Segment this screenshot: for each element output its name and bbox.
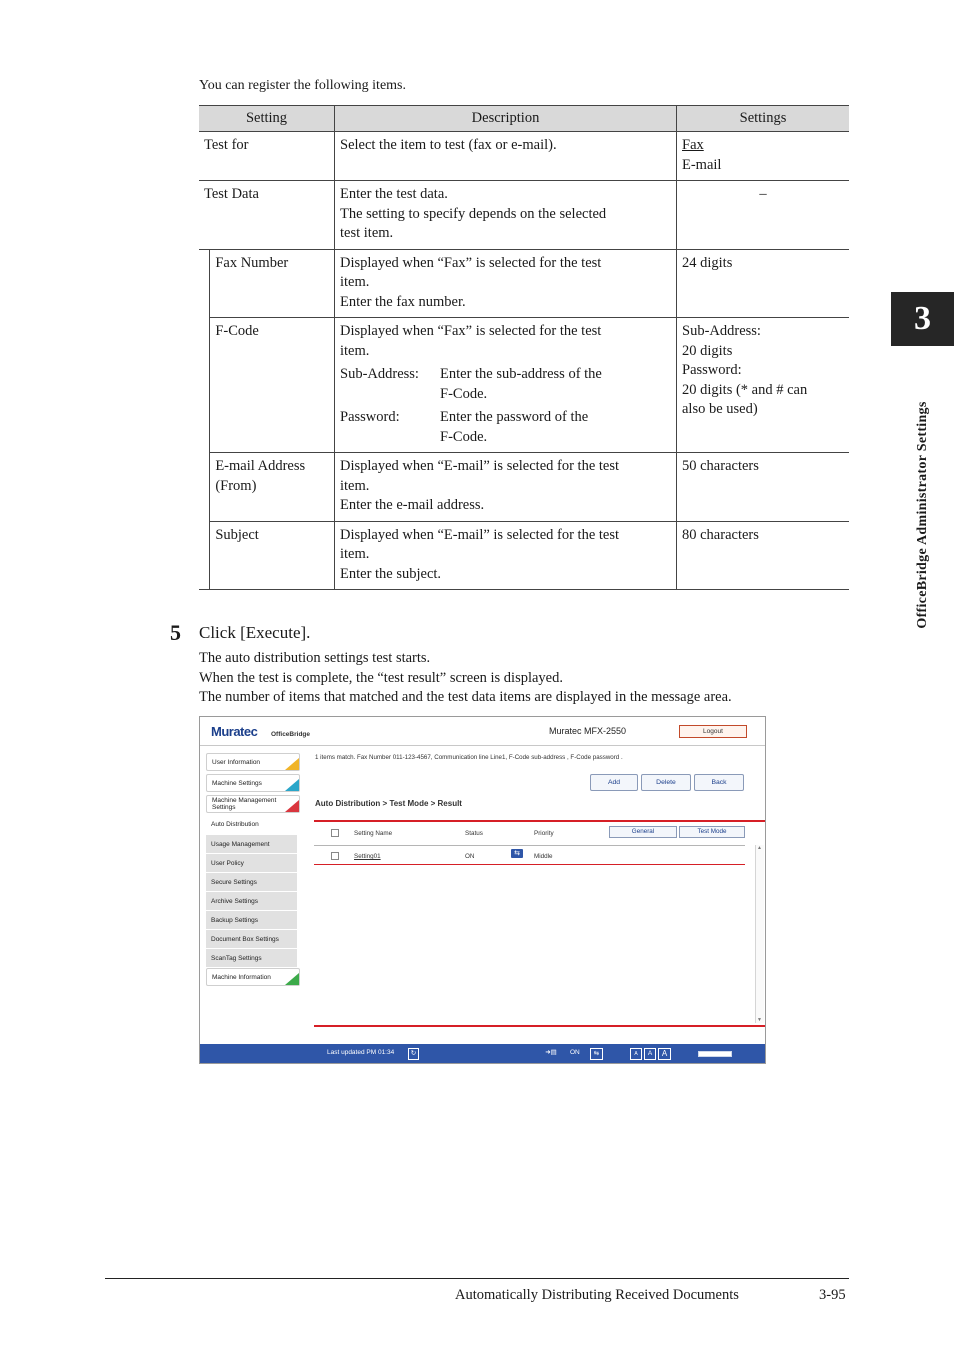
column-priority: Priority: [534, 830, 554, 837]
muratec-logo: Muratec: [211, 724, 258, 739]
divider: [314, 1025, 765, 1027]
sidebar-item-label: Machine Settings: [212, 779, 262, 787]
table-row: [199, 181, 849, 250]
desc-line: Displayed when “Fax” is selected for the test: [340, 323, 602, 339]
divider: [314, 820, 765, 822]
row-value: [677, 132, 850, 181]
desc-line: The setting to specify depends on the selected: [340, 205, 607, 222]
row-value: [677, 318, 850, 453]
status-bar: [200, 1044, 765, 1063]
sidebar-item-label: Machine Management Settings: [212, 797, 277, 811]
desc-line: Select the item to test (fax or e-mail).: [340, 137, 557, 153]
row-value: 50 characters: [677, 453, 850, 522]
sidebar-item[interactable]: [206, 949, 297, 968]
value-default: Fax: [682, 137, 704, 153]
row-value: 24 digits: [677, 249, 850, 318]
sidebar-item[interactable]: [206, 968, 300, 986]
table-row: [199, 318, 849, 453]
intro-text: You can register the following items.: [199, 78, 406, 93]
desc-line: item.: [340, 274, 370, 290]
corner-accent-icon: [285, 779, 299, 791]
sidebar-item[interactable]: [206, 816, 300, 832]
row-value: 80 characters: [677, 521, 850, 590]
sidebar-item-label: Secure Settings: [211, 878, 257, 886]
desc-line: Displayed when “Fax” is selected for the test: [340, 254, 602, 271]
sidebar-item-label: Archive Settings: [211, 897, 258, 905]
step-line: When the test is complete, the “test result” screen is displayed.: [199, 669, 563, 686]
row-name: Test for: [199, 132, 335, 181]
name-line: E-mail Address: [215, 458, 306, 474]
divider: [314, 845, 745, 846]
header-settings: Settings: [677, 106, 850, 132]
indent-cell: [199, 318, 210, 453]
footer-title: Automatically Distributing Received Documents: [455, 1287, 739, 1303]
sidebar-item[interactable]: [206, 795, 300, 813]
desc-line: Displayed when “E-mail” is selected for the test: [340, 526, 620, 543]
font-medium-icon[interactable]: A: [644, 1048, 656, 1060]
message-area: 1 items match. Fax Number 011-123-4567, Communication line Line1, F-Code sub-address , F-Code password .: [315, 754, 623, 761]
select-all-checkbox[interactable]: [331, 829, 339, 837]
indent-cell: [199, 521, 210, 590]
screenshot-officebridge: [199, 716, 766, 1064]
row-desc: [335, 181, 677, 250]
desc-line: Enter the e-mail address.: [340, 497, 485, 513]
row-desc: [335, 132, 677, 181]
row-value: –: [677, 181, 850, 250]
sidebar-item-label: Auto Distribution: [211, 820, 259, 828]
footer-rule: [105, 1278, 849, 1279]
sidebar-item-label: Usage Management: [211, 840, 270, 848]
row-priority: Middle: [534, 853, 553, 860]
font-small-icon[interactable]: A: [630, 1048, 642, 1060]
desc-line: F-Code.: [440, 428, 488, 445]
sidebar-item[interactable]: [206, 930, 297, 949]
chapter-title: OfficeBridge Administrator Settings: [915, 401, 930, 629]
row-desc: [335, 453, 677, 522]
step-number: 5: [170, 620, 181, 645]
scroll-up-icon[interactable]: ▲: [757, 845, 762, 851]
step-title: Click [Execute].: [199, 623, 311, 642]
row-name: [210, 453, 335, 522]
value-line: Password:: [682, 362, 742, 378]
row-checkbox[interactable]: [331, 852, 339, 860]
sidebar: [206, 753, 301, 989]
refresh-icon[interactable]: ↻: [408, 1048, 419, 1060]
desc-line: item.: [340, 477, 370, 494]
desc-line: item.: [340, 342, 370, 359]
progress-bar: [698, 1051, 732, 1057]
model-name: Muratec MFX-2550: [549, 726, 627, 736]
officebridge-logo: OfficeBridge: [271, 731, 311, 738]
table-header-row: [199, 106, 849, 132]
setting-name-link[interactable]: Setting01: [354, 853, 381, 860]
corner-accent-icon: [285, 758, 299, 770]
row-name: Fax Number: [210, 249, 335, 318]
value-line: E-mail: [682, 156, 722, 173]
row-name: Subject: [210, 521, 335, 590]
desc-line: test item.: [340, 225, 394, 241]
header-description: Description: [335, 106, 677, 132]
page-number: 3-95: [819, 1287, 846, 1303]
password-item: [340, 408, 671, 447]
row-desc: [335, 249, 677, 318]
chapter-number-tab: 3: [891, 292, 954, 346]
logout-button[interactable]: Logout: [679, 725, 747, 738]
row-name: F-Code: [210, 318, 335, 453]
add-button[interactable]: Add: [590, 774, 638, 791]
desc-line: item.: [340, 546, 370, 562]
sidebar-item[interactable]: [206, 753, 300, 771]
sidebar-item[interactable]: [206, 854, 297, 873]
scrollbar[interactable]: [755, 845, 764, 1023]
sidebar-item[interactable]: [206, 835, 297, 854]
sub-address-label: Sub-Address:: [340, 366, 419, 382]
name-line: (From): [215, 477, 257, 494]
table-row: [199, 453, 849, 522]
sidebar-item[interactable]: [206, 892, 297, 911]
sidebar-item-label: User Information: [212, 758, 261, 766]
sidebar-item-label: User Policy: [211, 859, 244, 867]
back-button[interactable]: Back: [694, 774, 744, 791]
sync-icon[interactable]: ⇆: [511, 849, 523, 858]
auto-distribution-status: ON: [570, 1049, 580, 1056]
row-status: ON: [465, 853, 475, 860]
row-desc: [335, 318, 677, 453]
table-row: [199, 521, 849, 590]
sub-address-item: [340, 365, 671, 404]
corner-accent-icon: [285, 800, 299, 812]
password-label: Password:: [340, 409, 400, 425]
settings-table: [199, 105, 849, 590]
desc-line: Enter the password of the: [440, 409, 589, 425]
step-line: The number of items that matched and the test data items are displayed in the message area.: [199, 689, 732, 705]
value-line: Sub-Address:: [682, 323, 761, 339]
step-description: [199, 649, 732, 708]
column-status: Status: [465, 830, 483, 837]
test-mode-button[interactable]: Test Mode: [679, 826, 745, 838]
column-setting-name: Setting Name: [354, 830, 393, 837]
sidebar-item-label: Document Box Settings: [211, 935, 279, 943]
desc-line: Enter the subject.: [340, 565, 442, 582]
last-updated: Last updated PM 01:34: [327, 1049, 395, 1056]
row-name: Test Data: [199, 181, 335, 250]
desc-line: Enter the sub-address of the: [440, 366, 602, 382]
table-row: [199, 132, 849, 181]
value-line: 20 digits: [682, 342, 733, 359]
app-header: [200, 717, 765, 746]
sidebar-item[interactable]: [206, 911, 297, 930]
divider: [314, 864, 745, 865]
output-icon: ➜▤: [545, 1049, 557, 1056]
general-button[interactable]: General: [609, 826, 677, 838]
desc-line: Enter the fax number.: [340, 293, 466, 310]
font-large-icon[interactable]: A: [658, 1048, 671, 1060]
sync-icon[interactable]: ⇆: [590, 1048, 603, 1060]
header-setting: Setting: [199, 106, 335, 132]
desc-line: Enter the test data.: [340, 186, 448, 202]
indent-cell: [199, 249, 210, 318]
desc-line: Displayed when “E-mail” is selected for the test: [340, 458, 620, 474]
corner-accent-icon: [285, 973, 299, 985]
sidebar-item-label: Backup Settings: [211, 916, 258, 924]
row-desc: [335, 521, 677, 590]
sidebar-item[interactable]: [206, 774, 300, 792]
table-row: [199, 249, 849, 318]
scroll-down-icon[interactable]: ▼: [757, 1017, 762, 1023]
delete-button[interactable]: Delete: [641, 774, 691, 791]
desc-line: F-Code.: [440, 385, 488, 402]
sidebar-item[interactable]: [206, 873, 297, 892]
step-line: The auto distribution settings test starts.: [199, 650, 431, 666]
sidebar-item-label: Machine Information: [212, 973, 271, 981]
value-line: also be used): [682, 401, 758, 417]
value-line: 20 digits (* and # can: [682, 381, 808, 398]
breadcrumb: Auto Distribution > Test Mode > Result: [315, 799, 462, 808]
sidebar-item-label: ScanTag Settings: [211, 954, 262, 962]
indent-cell: [199, 453, 210, 522]
